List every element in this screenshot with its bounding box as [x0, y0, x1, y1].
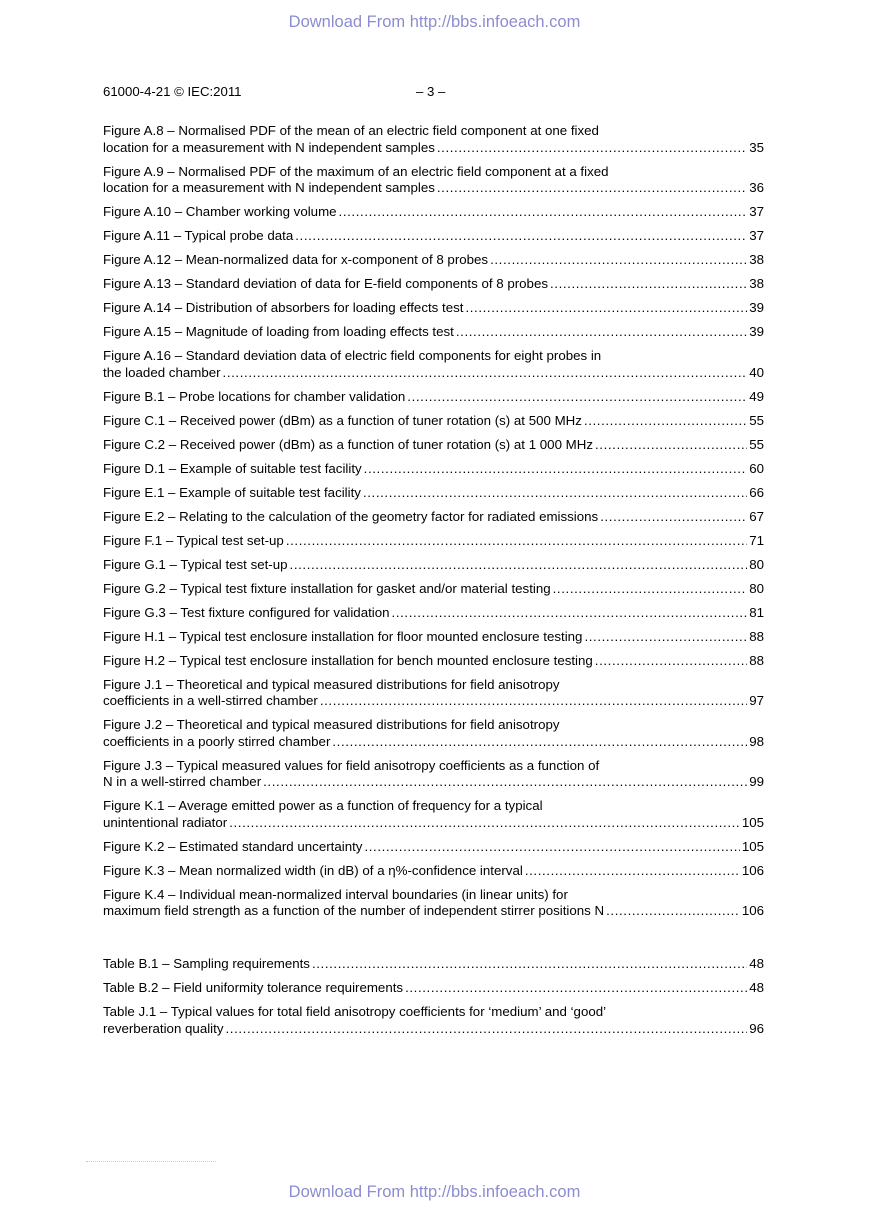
figure-title: Figure K.3 – Mean normalized width (in dB) of a η%-confidence interval	[103, 862, 523, 878]
table-entry[interactable]	[103, 1004, 764, 1037]
figure-entry[interactable]	[103, 581, 764, 598]
figure-title: Figure H.2 – Typical test enclosure installation for bench mounted enclosure testing	[103, 652, 593, 668]
figure-page-number: 37	[749, 228, 764, 243]
figure-title: Figure H.1 – Typical test enclosure installation for floor mounted enclosure testing	[103, 628, 583, 644]
figure-entry[interactable]	[103, 485, 764, 502]
figure-page-number: 39	[749, 300, 764, 315]
figure-page-number: 88	[749, 628, 764, 644]
watermark-bottom: Download From http://bbs.infoeach.com	[288, 1183, 581, 1201]
dot-leader	[405, 980, 747, 997]
figure-page-number: 71	[749, 532, 764, 548]
figure-title: Figure G.2 – Typical test fixture installation for gasket and/or material testing	[103, 580, 551, 596]
figure-entry[interactable]	[103, 204, 764, 221]
dot-leader	[363, 485, 747, 502]
figure-title: Figure A.14 – Distribution of absorbers for loading effects test	[103, 300, 464, 315]
figure-entry[interactable]	[103, 798, 764, 831]
dot-leader	[364, 461, 748, 478]
figure-entry[interactable]	[103, 629, 764, 646]
figure-title: Figure A.10 – Chamber working volume	[103, 204, 337, 219]
dot-leader	[312, 956, 747, 973]
figure-entry[interactable]	[103, 758, 764, 791]
figure-title-line1: Figure K.4 – Individual mean-normalized interval boundaries (in linear units) for	[103, 886, 568, 902]
figure-page-number: 55	[749, 436, 764, 452]
figure-entry[interactable]	[103, 164, 764, 197]
figure-page-number: 55	[749, 412, 764, 428]
figure-entry[interactable]	[103, 533, 764, 550]
figure-entry[interactable]	[103, 653, 764, 670]
figure-title: Figure F.1 – Typical test set-up	[103, 532, 284, 548]
dot-leader	[437, 140, 747, 157]
dot-leader	[490, 252, 747, 269]
figure-page-number: 88	[749, 652, 764, 668]
figure-page-number: 37	[749, 204, 764, 219]
dot-leader	[223, 365, 748, 382]
figure-page-number: 35	[749, 139, 764, 155]
faint-mark	[86, 1161, 216, 1164]
figure-page-number: 80	[749, 556, 764, 572]
figure-entry[interactable]	[103, 300, 764, 317]
dot-leader	[320, 693, 747, 710]
standard-reference: 61000-4-21 © IEC:2011	[103, 84, 242, 99]
figure-title: Figure G.1 – Typical test set-up	[103, 556, 288, 572]
figure-entry[interactable]	[103, 717, 764, 750]
figure-title: Figure B.1 – Probe locations for chamber validation	[103, 388, 406, 404]
figure-page-number: 66	[749, 484, 764, 500]
dot-leader	[290, 557, 748, 574]
figure-entry[interactable]	[103, 863, 764, 880]
figure-title: Figure C.2 – Received power (dBm) as a function of tuner rotation (s) at 1 000 MHz	[103, 436, 593, 452]
figure-page-number: 97	[749, 693, 764, 708]
figure-page-number: 60	[749, 460, 764, 476]
figure-title: N in a well-stirred chamber	[103, 774, 262, 789]
dot-leader	[286, 533, 747, 550]
figure-entry[interactable]	[103, 839, 764, 856]
figure-title-line1: Figure J.3 – Typical measured values for field anisotropy coefficients as a function of	[103, 757, 600, 773]
figure-page-number: 67	[749, 508, 764, 524]
dot-leader	[606, 903, 740, 920]
figure-title-line1: Figure A.16 – Standard deviation data of electric field components for eight probes in	[103, 348, 602, 363]
figure-title: Figure E.2 – Relating to the calculation of the geometry factor for radiated emissions	[103, 508, 599, 524]
figure-page-number: 80	[749, 580, 764, 596]
figure-entry[interactable]	[103, 437, 764, 454]
table-title: Table B.2 – Field uniformity tolerance requirements	[103, 980, 404, 995]
dot-leader	[392, 605, 748, 622]
figure-title-line1: Figure A.9 – Normalised PDF of the maximum of an electric field component at a fixed	[103, 163, 609, 179]
dot-leader	[364, 839, 739, 856]
figure-title: unintentional radiator	[103, 814, 228, 830]
figure-page-number: 106	[741, 862, 764, 878]
dot-leader	[456, 324, 747, 341]
dot-leader	[295, 228, 747, 245]
figure-entry[interactable]	[103, 557, 764, 574]
figure-title-line1: Figure K.1 – Average emitted power as a function of frequency for a typical	[103, 798, 543, 813]
table-page-number: 48	[749, 980, 764, 995]
dot-leader	[465, 300, 747, 317]
table-title: Table B.1 – Sampling requirements	[103, 956, 310, 971]
dot-leader	[550, 276, 747, 293]
table-page-number: 48	[749, 956, 764, 971]
figure-entry[interactable]	[103, 324, 764, 341]
figure-entry[interactable]	[103, 348, 764, 381]
dot-leader	[437, 180, 747, 197]
page-header	[103, 84, 764, 102]
figure-entry[interactable]	[103, 252, 764, 269]
figure-title: Figure C.1 – Received power (dBm) as a function of tuner rotation (s) at 500 MHz	[103, 412, 582, 428]
dot-leader	[600, 509, 747, 526]
figure-page-number: 99	[749, 774, 764, 789]
watermark-top: Download From http://bbs.infoeach.com	[288, 13, 581, 31]
figure-title-line1: Figure J.1 – Theoretical and typical measured distributions for field anisotropy	[103, 676, 560, 692]
figure-entry[interactable]	[103, 413, 764, 430]
figure-entry[interactable]	[103, 123, 764, 156]
figures-list	[103, 123, 764, 927]
dot-leader	[584, 413, 747, 430]
figure-title: coefficients in a well-stirred chamber	[103, 693, 318, 708]
figure-title: Figure A.15 – Magnitude of loading from loading effects test	[103, 324, 454, 339]
dot-leader	[229, 815, 740, 832]
figure-title: maximum field strength as a function of the number of independent stirrer positions N	[103, 903, 605, 918]
figure-title: Figure A.11 – Typical probe data	[103, 228, 294, 243]
figure-title: Figure A.13 – Standard deviation of data for E-field components of 8 probes	[103, 276, 548, 291]
figure-page-number: 38	[749, 276, 764, 291]
figure-page-number: 38	[749, 252, 764, 267]
dot-leader	[595, 653, 747, 670]
figure-title: Figure E.1 – Example of suitable test facility	[103, 484, 361, 500]
figure-title: Figure A.12 – Mean-normalized data for x-component of 8 probes	[103, 252, 489, 267]
dot-leader	[584, 629, 747, 646]
figure-page-number: 105	[741, 838, 764, 854]
figure-title: location for a measurement with N independent samples	[103, 139, 435, 155]
dot-leader	[263, 774, 747, 791]
table-entry[interactable]	[103, 980, 764, 997]
dot-leader	[525, 863, 740, 880]
table-entry[interactable]	[103, 956, 764, 973]
figure-page-number: 40	[749, 364, 764, 380]
figure-entry[interactable]	[103, 461, 764, 478]
dot-leader	[553, 581, 748, 598]
figure-title: Figure K.2 – Estimated standard uncertainty	[103, 838, 363, 854]
figure-entry[interactable]	[103, 389, 764, 406]
figure-title: coefficients in a poorly stirred chamber	[103, 733, 331, 749]
figure-page-number: 106	[741, 903, 764, 918]
figure-entry[interactable]	[103, 276, 764, 293]
figure-entry[interactable]	[103, 605, 764, 622]
figure-title: the loaded chamber	[103, 364, 221, 380]
dot-leader	[595, 437, 747, 454]
figure-page-number: 36	[749, 180, 764, 195]
dot-leader	[225, 1021, 747, 1038]
figure-entry[interactable]	[103, 509, 764, 526]
figure-title: Figure G.3 – Test fixture configured for validation	[103, 604, 390, 620]
figure-page-number: 39	[749, 324, 764, 339]
figure-title: Figure D.1 – Example of suitable test facility	[103, 460, 362, 476]
figure-page-number: 81	[749, 604, 764, 620]
dot-leader	[332, 734, 747, 751]
figure-page-number: 49	[749, 388, 764, 404]
figure-entry[interactable]	[103, 677, 764, 710]
figure-title-line1: Figure A.8 – Normalised PDF of the mean of an electric field component at one fixed	[103, 123, 599, 138]
tables-list	[103, 956, 764, 1045]
figure-title-line1: Figure J.2 – Theoretical and typical measured distributions for field anisotropy	[103, 717, 560, 732]
page-number: – 3 –	[416, 84, 446, 99]
table-title-line1: Table J.1 – Typical values for total field anisotropy coefficients for ‘medium’ and ‘good’	[103, 1004, 607, 1019]
dot-leader	[407, 389, 747, 406]
figure-page-number: 105	[741, 814, 764, 830]
figure-title: location for a measurement with N independent samples	[103, 180, 435, 195]
dot-leader	[339, 204, 748, 221]
table-title: reverberation quality	[103, 1020, 224, 1036]
table-page-number: 96	[749, 1020, 764, 1036]
figure-entry[interactable]	[103, 228, 764, 245]
figure-page-number: 98	[749, 733, 764, 749]
figure-entry[interactable]	[103, 887, 764, 920]
